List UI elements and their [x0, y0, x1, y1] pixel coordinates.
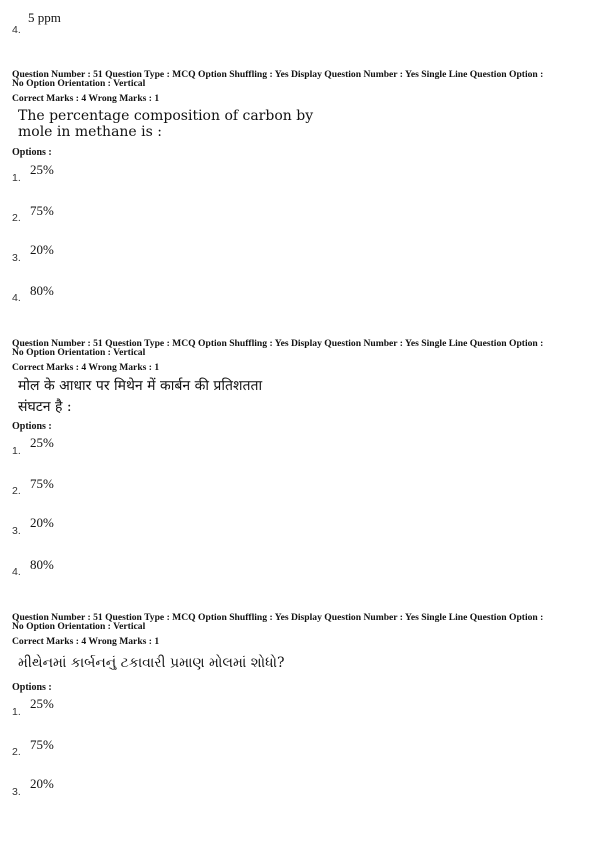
marks-line: Correct Marks : 4 Wrong Marks : 1 — [12, 93, 160, 104]
option-2-number: 2. — [12, 746, 21, 758]
option-3-number: 3. — [12, 252, 21, 264]
question-meta-line-2: No Option Orientation : Vertical — [12, 621, 146, 632]
question-text-line-1: મીથેનમાં કાર્બનનું ટકાવારી પ્રમાણ મોલમાં શોધો? — [18, 655, 285, 671]
option-4-number: 4. — [12, 292, 21, 304]
question-meta-line: Question Number : 51 Question Type : MCQ Option Shuffling : Yes Display Question Number : Yes Single Line Question Option : — [12, 69, 544, 80]
option-1-value: 25% — [30, 435, 54, 450]
question-meta-line: Question Number : 51 Question Type : MCQ Option Shuffling : Yes Display Question Number : Yes Single Line Question Option : — [12, 612, 544, 623]
option-3-number: 3. — [12, 786, 21, 798]
question-block-hindi — [0, 337, 595, 582]
options-label: Options : — [12, 421, 52, 432]
marks-line: Correct Marks : 4 Wrong Marks : 1 — [12, 362, 160, 373]
question-text-line-2: संघटन है : — [18, 399, 72, 415]
option-1-value: 25% — [30, 696, 54, 711]
option-2-value: 75% — [30, 203, 54, 218]
option-1-value: 25% — [30, 162, 54, 177]
option-3-value: 20% — [30, 776, 54, 791]
option-1-number: 1. — [12, 445, 21, 457]
option-2-number: 2. — [12, 485, 21, 497]
option-2-value: 75% — [30, 737, 54, 752]
question-text-line-1: मोल के आधार पर मिथेन में कार्बन की प्रतिशतता — [18, 378, 263, 394]
question-block-gujarati — [0, 611, 595, 811]
option-3-value: 20% — [30, 515, 54, 530]
option-value: 5 ppm — [28, 10, 61, 25]
options-label: Options : — [12, 147, 52, 158]
option-1-number: 1. — [12, 172, 21, 184]
option-1-number: 1. — [12, 706, 21, 718]
option-4-value: 80% — [30, 557, 54, 572]
option-4-number: 4. — [12, 566, 21, 578]
question-text-line-1: The percentage composition of carbon by — [18, 108, 314, 124]
question-block-english — [0, 68, 595, 308]
option-2-number: 2. — [12, 212, 21, 224]
option-4-value: 80% — [30, 283, 54, 298]
option-3-number: 3. — [12, 525, 21, 537]
options-label: Options : — [12, 682, 52, 693]
question-meta-line: Question Number : 51 Question Type : MCQ Option Shuffling : Yes Display Question Number : Yes Single Line Question Option : — [12, 338, 544, 349]
option-number: 4. — [12, 24, 21, 36]
question-text-line-2: mole in methane is : — [18, 124, 162, 140]
marks-line: Correct Marks : 4 Wrong Marks : 1 — [12, 636, 160, 647]
question-meta-line-2: No Option Orientation : Vertical — [12, 347, 146, 358]
question-meta-line-2: No Option Orientation : Vertical — [12, 78, 146, 89]
option-3-value: 20% — [30, 242, 54, 257]
option-2-value: 75% — [30, 476, 54, 491]
